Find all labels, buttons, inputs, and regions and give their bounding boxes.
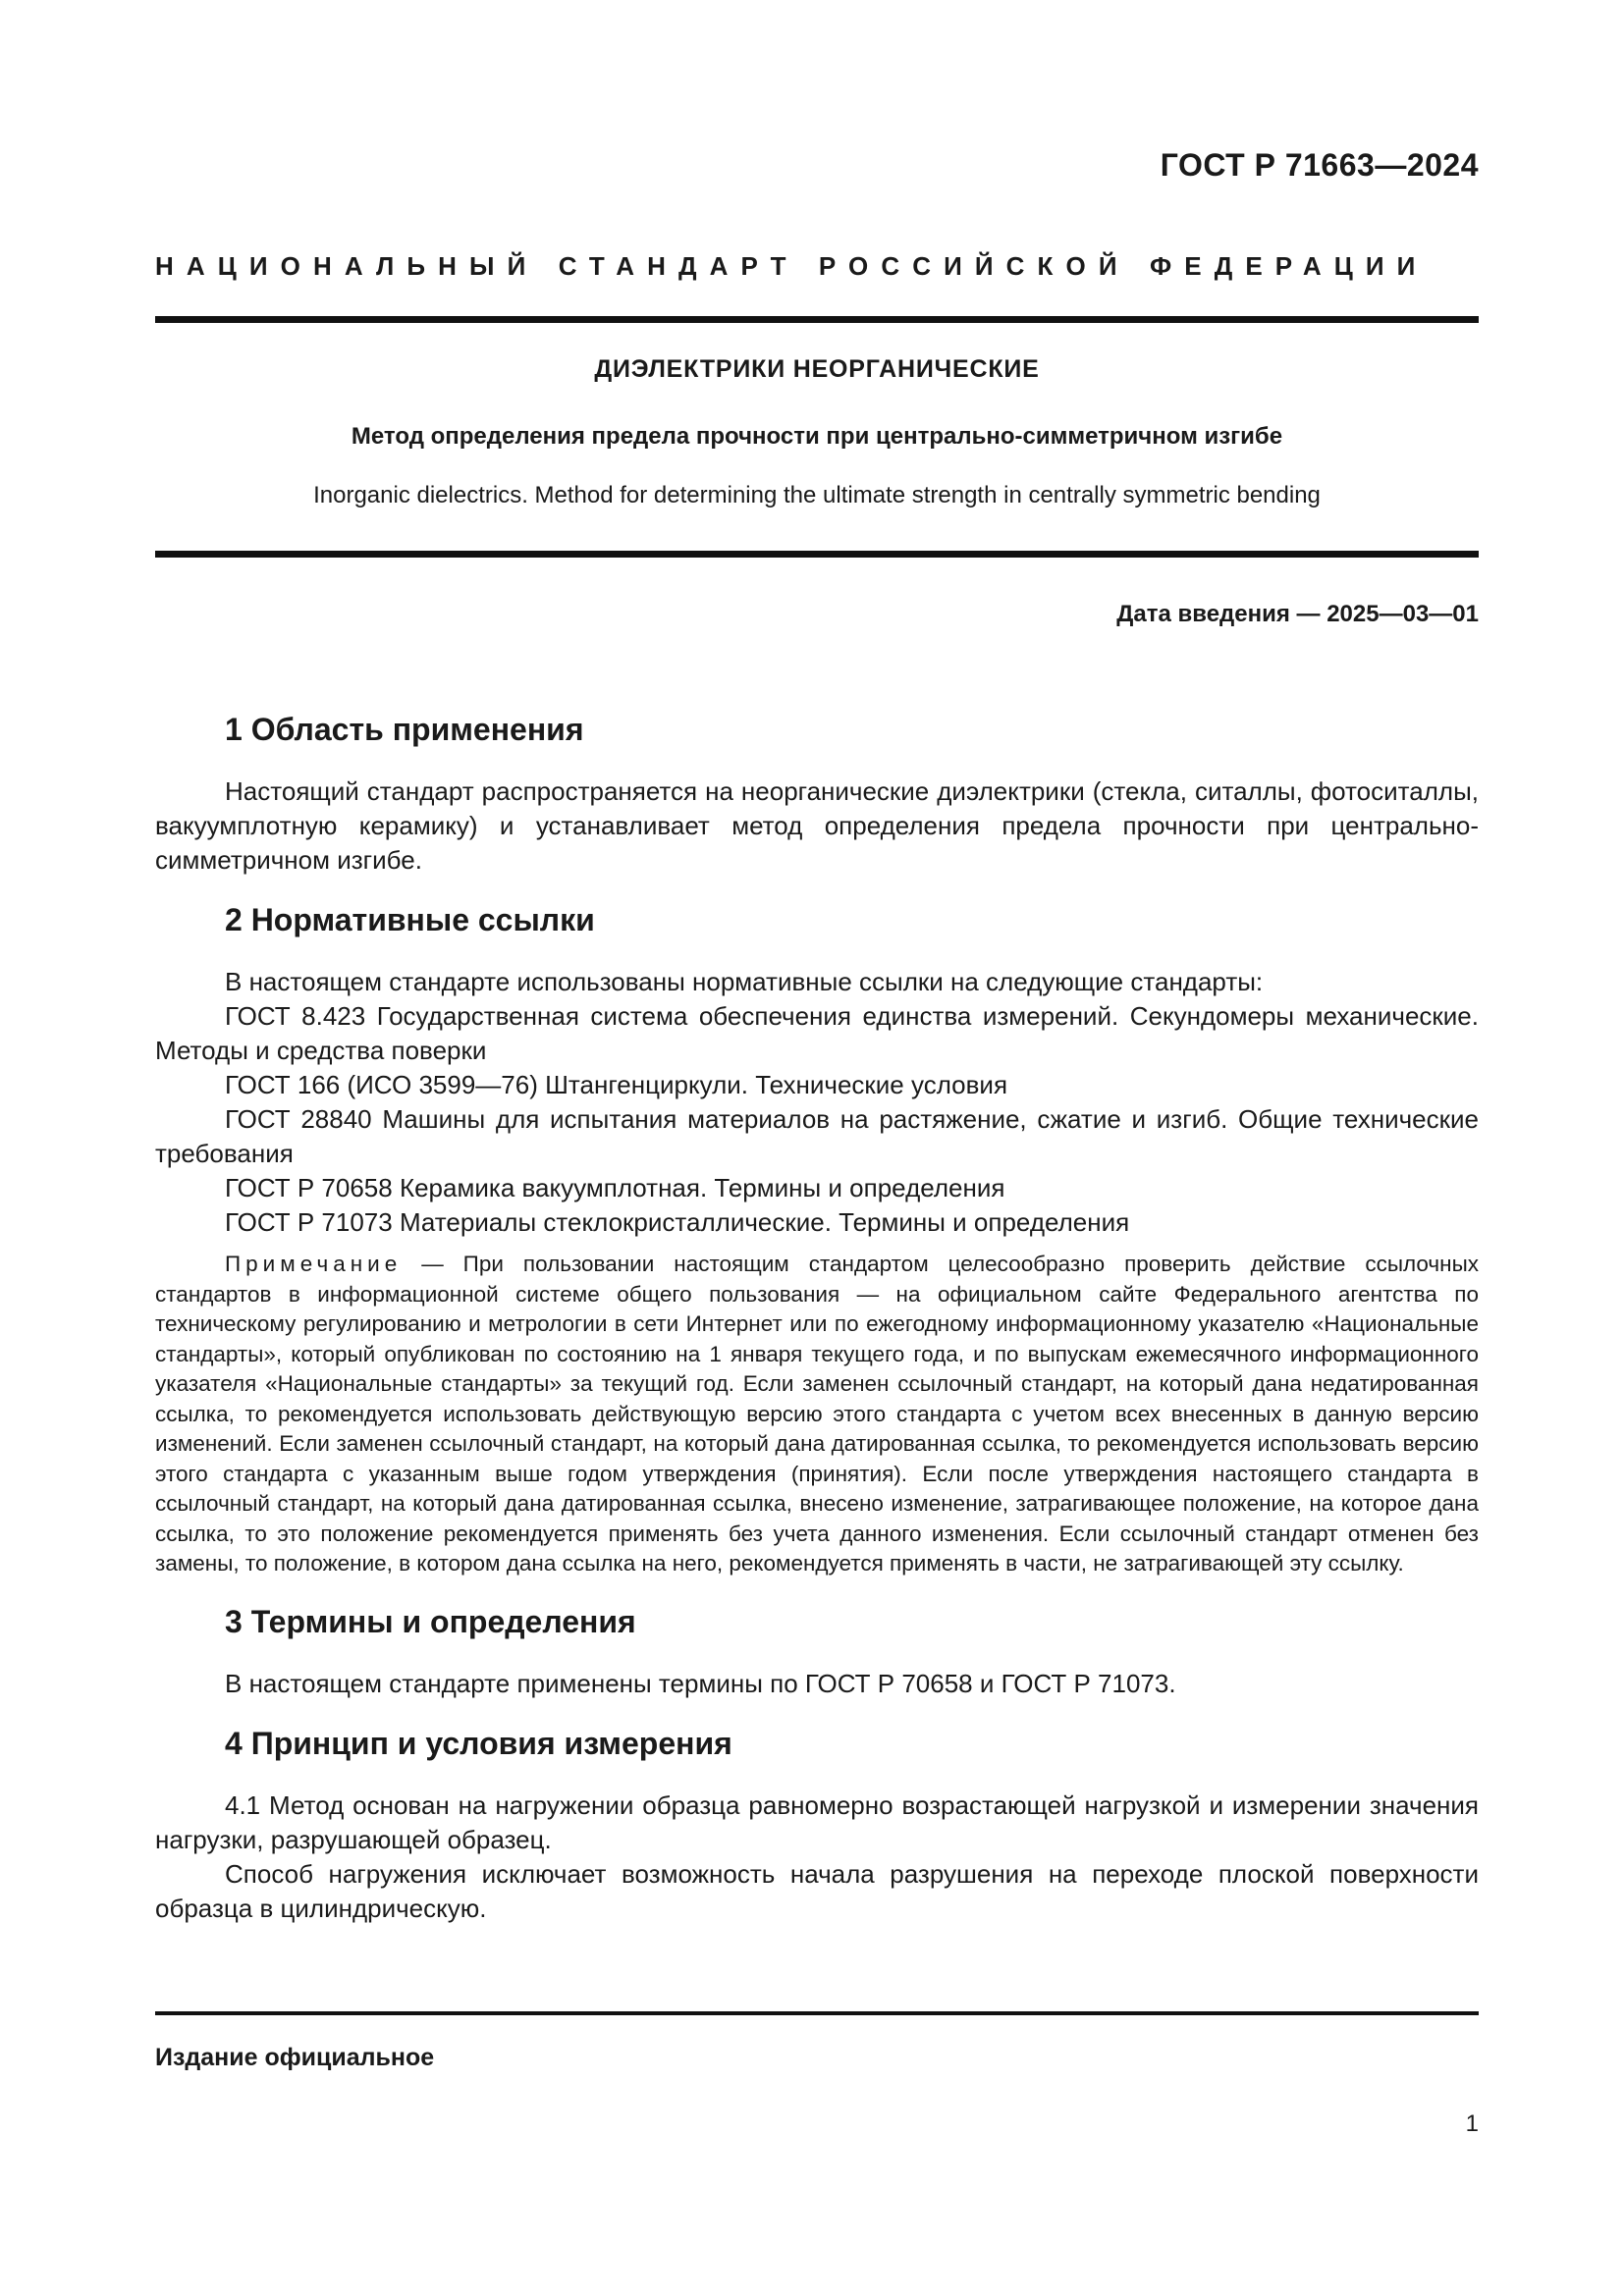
official-edition-label: Издание официальное	[155, 2044, 435, 2071]
standard-org-line: НАЦИОНАЛЬНЫЙ СТАНДАРТ РОССИЙСКОЙ ФЕДЕРАЦИИ	[155, 251, 1429, 281]
header-rule-top	[155, 316, 1479, 323]
section-4-heading: 4 Принцип и условия измерения	[225, 1725, 732, 1761]
note-text: — При пользовании настоящим стандартом целесообразно проверить действие ссылочных стандартов в информационной системе общего пользования — на официальном сайте Федерального агентства по техническому регулированию и метрологии в сети Интернет или по ежегодному информационному указателю «Национальные стандарты», который опубликован по состоянию на 1 января текущего года, и по выпускам ежемесячного информационного указателя «Национальные стандарты» за текущий год. Если заменен ссылочный стандарт, на который дана недатированная ссылка, то рекомендуется использовать действующую версию этого стандарта с учетом всех внесенных в данную версию изменений. Если заменен ссылочный стандарт, на который дана датированная ссылка, то рекомендуется использовать версию этого стандарта с указанным выше годом утверждения (принятия). Если после утверждения настоящего стандарта в ссылочный стандарт, на который дана датированная ссылка, внесено изменение, затрагивающее положение, на которое дана ссылка, то это положение рекомендуется применять без учета данного изменения. Если ссылочный стандарт отменен без замены, то положение, в котором дана ссылка на него, рекомендуется применять в части, не затрагивающей эту ссылку.	[155, 1252, 1479, 1575]
note-label: Примечание	[225, 1252, 403, 1276]
document-subtitle: Метод определения предела прочности при центрально-симметричном изгибе	[351, 423, 1283, 450]
section-3-heading: 3 Термины и определения	[225, 1603, 636, 1639]
document-title: ДИЭЛЕКТРИКИ НЕОРГАНИЧЕСКИЕ	[594, 355, 1040, 383]
document-subtitle-english: Inorganic dielectrics. Method for determining the ultimate strength in centrally symmetric bending	[313, 482, 1321, 508]
document-code: ГОСТ Р 71663—2024	[1160, 147, 1479, 183]
section-4-paragraph-2: Способ нагружения исключает возможность начала разрушения на переходе плоской поверхности образца в цилиндрическую.	[155, 1858, 1479, 1923]
page-number: 1	[1465, 2110, 1479, 2137]
reference-item: ГОСТ 166 (ИСО 3599—76) Штангенциркули. Технические условия	[225, 1070, 1008, 1099]
section-2-intro: В настоящем стандарте использованы нормативные ссылки на следующие стандарты:	[225, 967, 1264, 996]
document-body	[155, 707, 1479, 1926]
reference-item: ГОСТ Р 71073 Материалы стеклокристаллические. Термины и определения	[225, 1207, 1130, 1237]
reference-item: ГОСТ 28840 Машины для испытания материалов на растяжение, сжатие и изгиб. Общие технические требования	[155, 1104, 1479, 1168]
section-2-note	[155, 1250, 1479, 1579]
section-2-heading: 2 Нормативные ссылки	[225, 902, 595, 937]
section-1-heading: 1 Область применения	[225, 712, 584, 747]
effective-date: Дата введения — 2025—03—01	[1116, 601, 1479, 627]
header-rule-bottom	[155, 551, 1479, 558]
footer-rule	[155, 2011, 1479, 2015]
reference-item: ГОСТ 8.423 Государственная система обеспечения единства измерений. Секундомеры механические. Методы и средства поверки	[155, 1001, 1479, 1065]
section-4-paragraph-1: 4.1 Метод основан на нагружении образца равномерно возрастающей нагрузкой и измерении значения нагрузки, разрушающей образец.	[155, 1789, 1479, 1854]
reference-item: ГОСТ Р 70658 Керамика вакуумплотная. Термины и определения	[225, 1173, 1005, 1202]
section-1-paragraph: Настоящий стандарт распространяется на неорганические диэлектрики (стекла, ситаллы, фотоситаллы, вакуумплотную керамику) и устанавливает метод определения предела прочности при центрально-симметричном изгибе.	[155, 776, 1479, 875]
section-3-paragraph: В настоящем стандарте применены термины по ГОСТ Р 70658 и ГОСТ Р 71073.	[225, 1668, 1176, 1698]
